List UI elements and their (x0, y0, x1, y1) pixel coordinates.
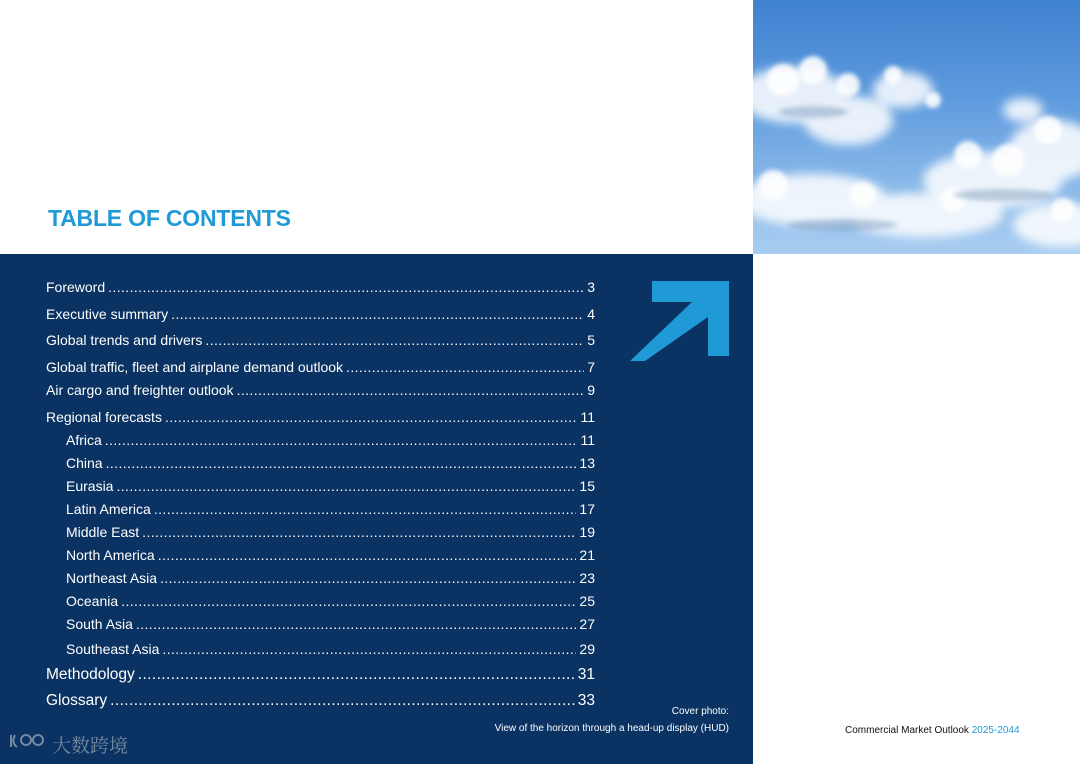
toc-item-southeast-asia[interactable] (66, 640, 595, 658)
toc-item-executive-summary[interactable] (46, 305, 595, 323)
toc-leader-dots (142, 523, 576, 541)
toc-item-south-asia[interactable] (66, 615, 595, 633)
toc-leader-dots (138, 666, 575, 684)
toc-item-label: Air cargo and freighter outlook (46, 382, 234, 398)
toc-item-eurasia[interactable] (66, 477, 595, 495)
toc-item-label: China (66, 455, 103, 471)
toc-item-label: Global trends and drivers (46, 332, 203, 348)
toc-item-africa[interactable] (66, 431, 595, 449)
toc-page-number: 19 (579, 524, 595, 540)
toc-page-number: 9 (587, 382, 595, 398)
cover-photo-sky (753, 0, 1080, 254)
toc-item-label: Middle East (66, 524, 140, 540)
toc-item-label: Global traffic, fleet and airplane demand outlook (46, 359, 344, 375)
toc-leader-dots (154, 500, 577, 518)
toc-item-label: Methodology (46, 666, 135, 683)
toc-page-number: 11 (580, 432, 595, 448)
toc-item-label: South Asia (66, 616, 133, 632)
toc-item-china[interactable] (66, 454, 595, 472)
toc-page-number: 5 (587, 332, 595, 348)
toc-page-number: 31 (577, 666, 595, 683)
toc-item-middle-east[interactable] (66, 523, 595, 541)
toc-page-number: 15 (579, 478, 595, 494)
toc-page-number: 3 (587, 279, 595, 295)
toc-item-label: Foreword (46, 279, 106, 295)
toc-item-label: Latin America (66, 501, 151, 517)
toc-page-number: 23 (579, 570, 595, 586)
toc-leader-dots (110, 692, 575, 710)
toc-page-number: 29 (579, 641, 595, 657)
toc-item-label: Oceania (66, 593, 119, 609)
toc-item-regional-forecasts[interactable] (46, 408, 595, 426)
toc-page-number: 33 (577, 692, 595, 709)
watermark (8, 730, 128, 758)
toc-leader-dots (136, 615, 576, 633)
toc-item-label: Northeast Asia (66, 570, 158, 586)
toc-item-glossary[interactable] (46, 692, 595, 710)
toc-item-foreword[interactable] (46, 278, 595, 296)
toc-leader-dots (165, 408, 578, 426)
toc-leader-dots (171, 305, 584, 323)
cover-photo-caption-title: Cover photo: (671, 706, 729, 717)
toc-item-label: Southeast Asia (66, 641, 160, 657)
footer (845, 725, 1020, 736)
toc-page-number: 17 (579, 501, 595, 517)
toc-page-number: 13 (579, 455, 595, 471)
toc-item-label: Executive summary (46, 306, 169, 322)
toc-leader-dots (106, 454, 577, 472)
toc-item-label: Regional forecasts (46, 409, 162, 425)
toc-leader-dots (346, 358, 584, 376)
toc-leader-dots (158, 546, 577, 564)
page-title: TABLE OF CONTENTS (48, 205, 291, 231)
publication-years: 2025-2044 (971, 725, 1020, 736)
toc-item-global-traffic[interactable] (46, 358, 595, 376)
toc-item-air-cargo[interactable] (46, 381, 595, 399)
toc-item-latin-america[interactable] (66, 500, 595, 518)
toc-page-number: 7 (587, 359, 595, 375)
toc-item-label: Africa (66, 432, 102, 448)
watermark-text: 大数跨境 (52, 735, 129, 757)
toc-leader-dots (105, 431, 578, 449)
toc-item-label: Eurasia (66, 478, 114, 494)
watermark-logo-icon (8, 730, 48, 758)
toc-item-northeast-asia[interactable] (66, 569, 595, 587)
toc-leader-dots (162, 640, 576, 658)
toc-page-number: 25 (579, 593, 595, 609)
toc-item-label: Glossary (46, 692, 108, 709)
toc-leader-dots (160, 569, 576, 587)
cover-photo-caption: View of the horizon through a head-up display (HUD) (494, 723, 729, 734)
toc-item-global-trends[interactable] (46, 331, 595, 349)
toc-leader-dots (121, 592, 576, 610)
toc-item-methodology[interactable] (46, 666, 595, 684)
toc-leader-dots (108, 278, 584, 296)
toc-leader-dots (237, 381, 585, 399)
toc-page-number: 27 (579, 616, 595, 632)
arrow-up-right-icon (630, 281, 730, 363)
toc-item-label: North America (66, 547, 155, 563)
toc-leader-dots (116, 477, 576, 495)
publication-title: Commercial Market Outlook (845, 725, 969, 736)
toc-page-number: 11 (580, 409, 595, 425)
toc-page-number: 21 (579, 547, 595, 563)
toc-page-number: 4 (587, 306, 595, 322)
toc-item-north-america[interactable] (66, 546, 595, 564)
toc-item-oceania[interactable] (66, 592, 595, 610)
toc-leader-dots (205, 331, 584, 349)
